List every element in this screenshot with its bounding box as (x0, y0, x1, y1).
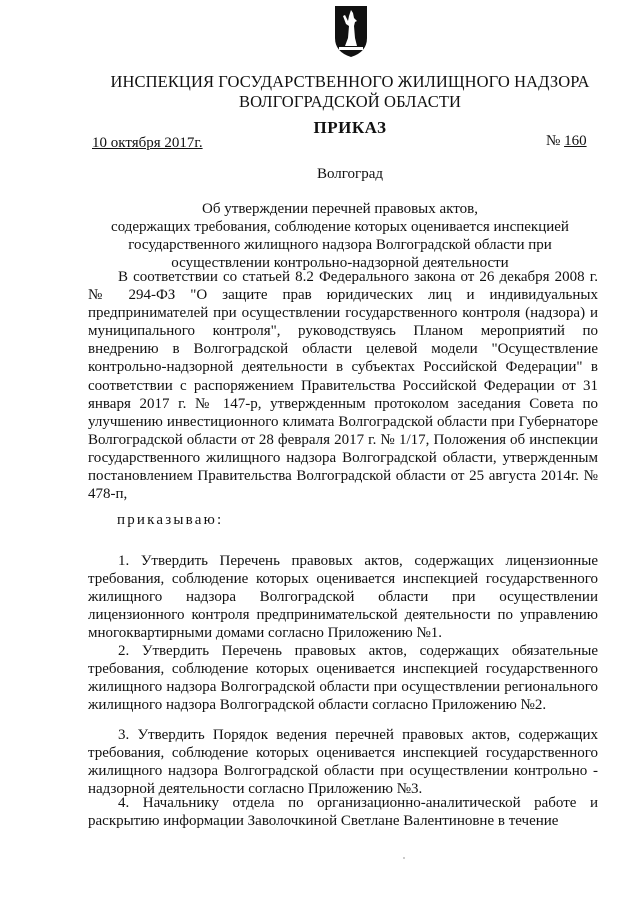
order-item: 1. Утвердить Перечень правовых актов, содержащих лицензионные требования, соблюдение которых оценивается инспекцией государственного жилищного надзора Волгоградской области при осуществлении лицензионного контроля предпринимательской деятельности по управлению многоквартирными домами согласно Приложению №1. (88, 553, 598, 641)
scan-speck (403, 857, 405, 859)
order-item: 4. Начальнику отдела по организационно-аналитической работе и раскрытию информации Заволочкиной Светлане Валентиновне в течение (88, 795, 598, 829)
order-subject-line: осуществлении контрольно-надзорной деятельности (171, 255, 509, 271)
order-number-prefix: № (546, 133, 561, 149)
document-type-title: ПРИКАЗ (313, 118, 387, 137)
order-subject-line: государственного жилищного надзора Волгоградской области при (128, 237, 552, 253)
command-word: приказываю: (117, 512, 224, 528)
order-item: 2. Утвердить Перечень правовых актов, содержащих обязательные требования, соблюдение которых оценивается инспекцией государственного жилищного надзора Волгоградской области при осуществлении регионального жилищного надзора Волгоградской области согласно Приложению №2. (88, 643, 598, 713)
order-subject (90, 200, 590, 272)
agency-name-line2: ВОЛГОГРАДСКОЙ ОБЛАСТИ (238, 92, 462, 111)
order-subject-line: содержащих требования, соблюдение которых оценивается инспекцией (111, 219, 569, 235)
order-city: Волгоград (316, 166, 383, 182)
volgograd-region-coat-of-arms-icon (333, 4, 369, 58)
order-subject-line: Об утверждении перечней правовых актов, (202, 201, 478, 217)
preamble-paragraph: В соответствии со статьей 8.2 Федерального закона от 26 декабря 2008 г. № 294-ФЗ "О защите прав юридических лиц и индивидуальных предпринимателей при осуществлении государственного контроля (надзора) и муниципального контроля", руководствуясь Планом мероприятий по внедрению в Волгоградской области целевой модели "Осуществление контрольно-надзорной деятельности в субъектах Российской Федерации" в соответствии с распоряжением Правительства Российской Федерации от 31 января 2017 г. № 147-р, утвержденным протоколом заседания Совета по улучшению инвестиционного климата Волгоградской области при Губернаторе Волгоградской области от 28 февраля 2017 г. № 1/17, Положения об инспекции государственного жилищного надзора Волгоградской области, утвержденным постановлением Правительства Волгоградской области от 25 августа 2014г. № 478-п, (88, 269, 598, 503)
order-item: 3. Утвердить Порядок ведения перечней правовых актов, содержащих требования, соблюдение которых оценивается инспекцией государственного жилищного надзора Волгоградской области при осуществлении контрольно - надзорной деятельности согласно Приложению №3. (88, 727, 598, 797)
order-number (546, 133, 587, 150)
agency-name-line1: ИНСПЕКЦИЯ ГОСУДАРСТВЕННОГО ЖИЛИЩНОГО НАДЗОРА (110, 72, 590, 91)
order-date: 10 октября 2017г. (92, 135, 203, 151)
order-number-value: 160 (564, 133, 587, 149)
